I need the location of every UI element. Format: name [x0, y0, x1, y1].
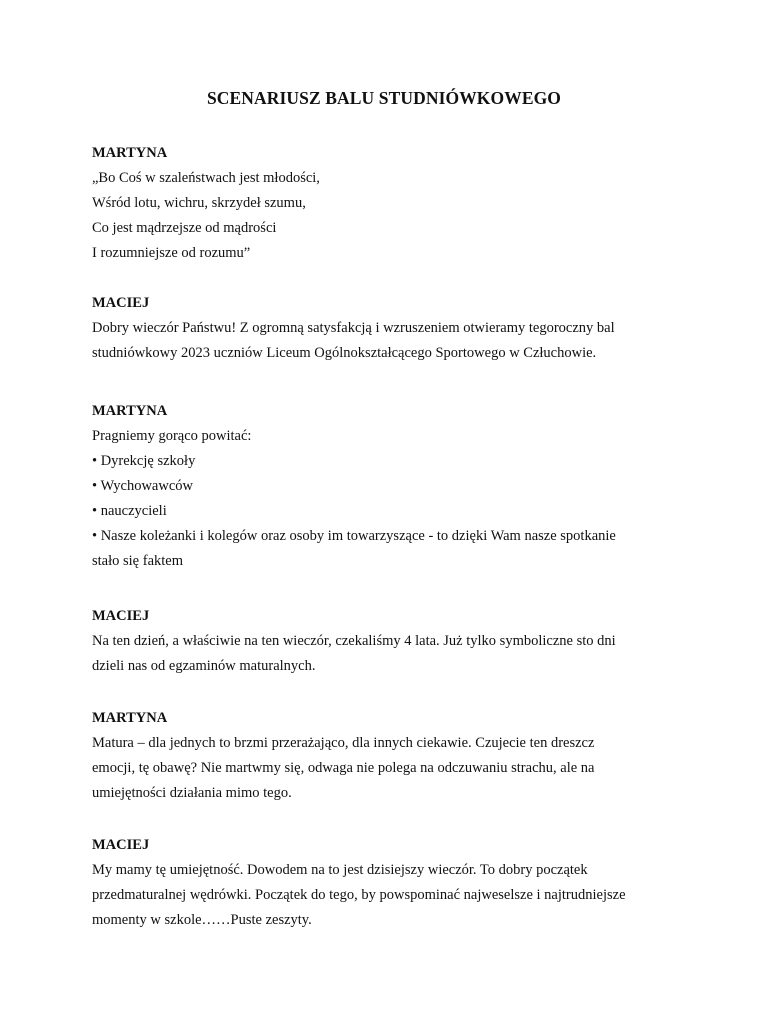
bullet-item: • Nasze koleżanki i kolegów oraz osoby im towarzyszące - to dzięki Wam nasze spotkanie: [92, 528, 616, 544]
text-line: momenty w szkole……Puste zeszyty.: [92, 912, 312, 928]
speaker-name: MARTYNA: [92, 710, 168, 726]
section-maciej-1: [92, 291, 692, 366]
section-maciej-2: [92, 604, 692, 679]
section-martyna-3: [92, 706, 692, 806]
document-body: [92, 141, 692, 933]
text-line: My mamy tę umiejętność. Dowodem na to jest dzisiejszy wieczór. To dobry początek: [92, 862, 588, 878]
text-line: Wśród lotu, wichru, skrzydeł szumu,: [92, 195, 306, 211]
section-martyna-1: [92, 141, 692, 266]
text-line: dzieli nas od egzaminów maturalnych.: [92, 658, 316, 674]
speaker-name: MARTYNA: [92, 145, 168, 161]
text-line: studniówkowy 2023 uczniów Liceum Ogólnokształcącego Sportowego w Człuchowie.: [92, 345, 597, 361]
text-line: Matura – dla jednych to brzmi przerażająco, dla innych ciekawie. Czujecie ten dreszcz: [92, 735, 595, 751]
text-line: Na ten dzień, a właściwie na ten wieczór, czekaliśmy 4 lata. Już tylko symboliczne sto dni: [92, 633, 616, 649]
text-line: Dobry wieczór Państwu! Z ogromną satysfakcją i wzruszeniem otwieramy tegoroczny bal: [92, 320, 615, 336]
speaker-name: MACIEJ: [92, 608, 150, 624]
text-line: umiejętności działania mimo tego.: [92, 785, 292, 801]
bullet-item: • Wychowawców: [92, 478, 193, 494]
speaker-name: MACIEJ: [92, 837, 150, 853]
bullet-item: • Dyrekcję szkoły: [92, 453, 196, 469]
document-title: SCENARIUSZ BALU STUDNIÓWKOWEGO: [206, 88, 562, 108]
text-line: I rozumniejsze od rozumu”: [92, 245, 251, 261]
text-line: Pragniemy gorąco powitać:: [92, 428, 252, 444]
text-line: stało się faktem: [92, 553, 184, 569]
section-maciej-3: [92, 833, 692, 933]
text-line: „Bo Coś w szaleństwach jest młodości,: [92, 170, 320, 186]
text-line: Co jest mądrzejsze od mądrości: [92, 220, 277, 236]
text-line: emocji, tę obawę? Nie martwmy się, odwaga nie polega na odczuwaniu strachu, ale na: [92, 760, 595, 776]
section-martyna-2: [92, 399, 692, 574]
text-line: przedmaturalnej wędrówki. Początek do tego, by powspominać najweselsze i najtrudniejsze: [92, 887, 626, 903]
speaker-name: MACIEJ: [92, 295, 150, 311]
bullet-item: • nauczycieli: [92, 503, 167, 519]
speaker-name: MARTYNA: [92, 403, 168, 419]
